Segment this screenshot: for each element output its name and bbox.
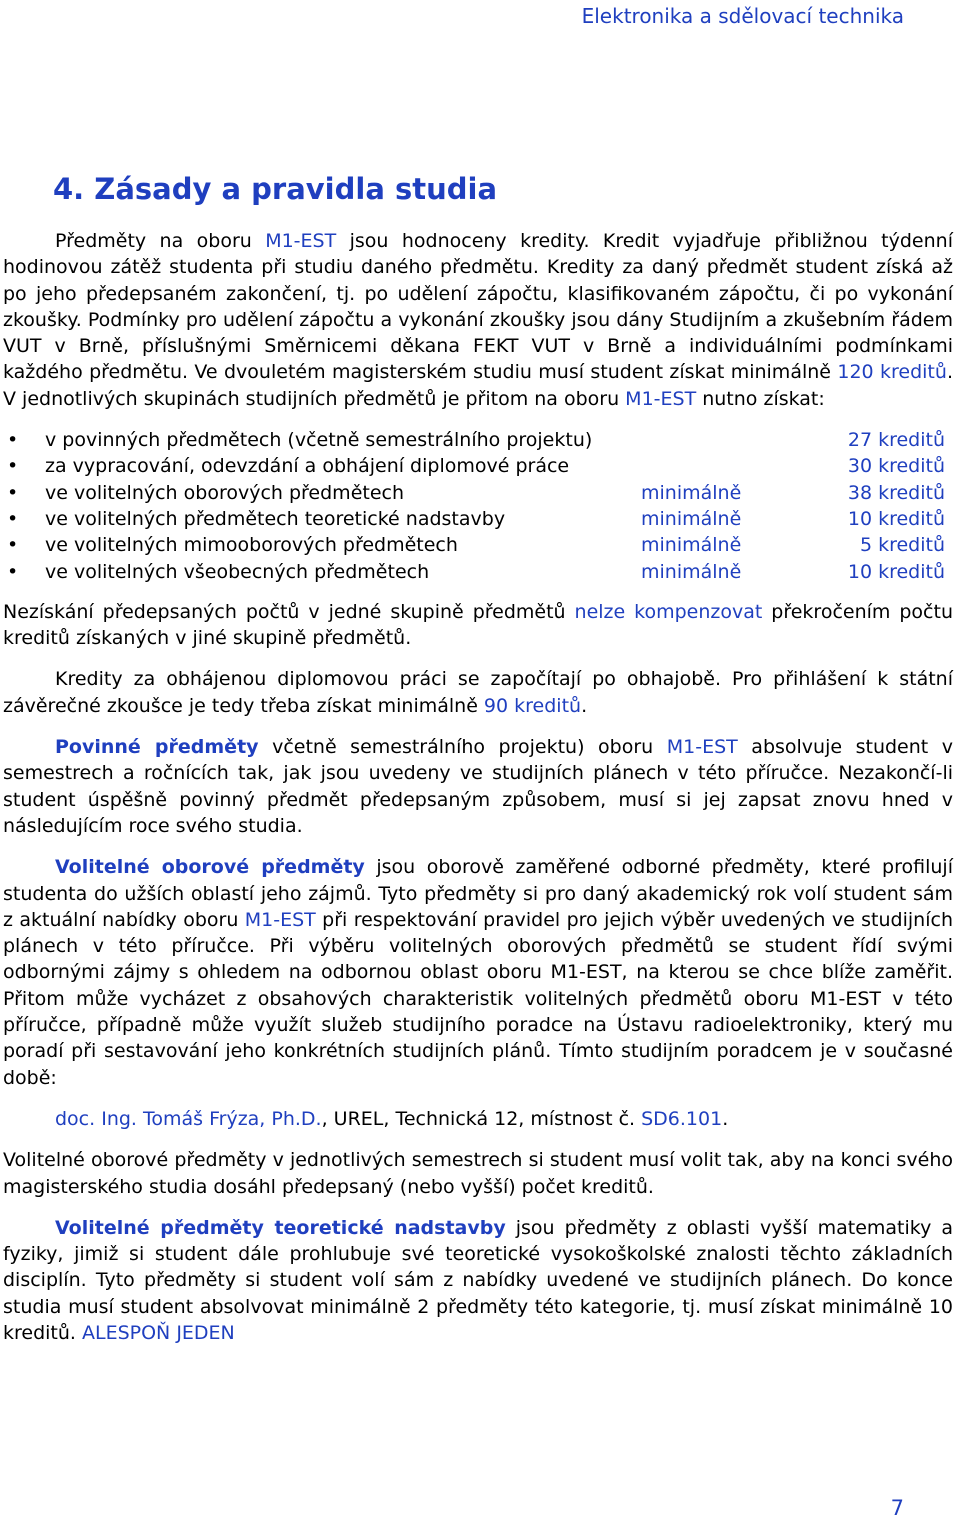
paragraph-compulsory-courses	[3, 734, 953, 839]
requirement-qualifier: minimálně	[641, 507, 742, 530]
requirement-label: • ve volitelných mimooborových předmětech	[45, 534, 458, 557]
list-item	[3, 480, 953, 506]
requirement-qualifier: minimálně	[641, 534, 742, 557]
text-run: , UREL, Technická 12, místnost č.	[321, 1107, 642, 1130]
room-number: SD6.101	[641, 1107, 723, 1130]
paragraph-theory-courses	[3, 1215, 953, 1346]
requirement-label: • ve volitelných předmětech teoretické nadstavby	[45, 507, 506, 530]
text-run: Kredity za obhájenou diplomovou práci se započítají po obhajobě. Pro přihlášení k státní závěrečné zkoušce je tedy třeba získat minimálně	[3, 668, 953, 717]
program-code: M1-EST	[625, 387, 697, 410]
requirement-label: • ve volitelných všeobecných předmětech	[45, 560, 430, 583]
requirement-value: 38 kreditů	[847, 481, 945, 504]
credit-requirements-list	[3, 427, 953, 585]
text-run: jsou hodnoceny kredity. Kredit vyjadřuje přibližnou týdenní hodinovou zátěž studenta při studiu daného předmětu. Kredity za daný předmět student získá až po jeho předepsaném zakončení, tj. po udělení zápočtu, klasifikovaném zápočtu, či po vykonání zkoušky. Podmínky pro udělení zápočtu a vykonání zkoušky jsou dány Studijním a zkušebním řádem VUT v Brně, příslušnými Směrnicemi děkana FEKT VUT v Brně a individuálními podmínkami každého předmětu. Ve dvouletém magisterském studiu musí student získat minimálně	[3, 230, 953, 384]
requirement-value: 10 kreditů	[847, 560, 945, 583]
text-run: . V jednotlivých skupinách studijních předmětů je přitom na oboru	[3, 361, 953, 410]
requirement-label: • v povinných předmětech (včetně semestrálního projektu)	[45, 429, 593, 452]
advisor-contact	[55, 1106, 953, 1132]
list-item	[3, 427, 953, 453]
list-item	[3, 453, 953, 479]
list-item	[3, 559, 953, 585]
paragraph-credits-intro	[3, 228, 953, 412]
requirement-qualifier: minimálně	[641, 481, 742, 504]
term-heading: Volitelné oborové předměty	[55, 856, 365, 879]
text-run: Předměty na oboru	[55, 230, 266, 252]
paragraph-no-compensation	[3, 599, 953, 652]
emphasis-text: nelze kompenzovat	[574, 600, 763, 623]
running-header: Elektronika a sdělovací technika	[581, 4, 904, 28]
page-number: 7	[890, 1496, 904, 1520]
paragraph-thesis-credits	[3, 666, 953, 719]
text-run: při respektování pravidel pro jejich výběr uvedených ve studijních plánech v této příručce. Při výběru volitelných oborových předmětů se student řídí svými odbornými zájmy s ohledem na odbornou oblast oboru M1-EST, na kterou se chce blíže zaměřit. Přitom může vycházet z obsahových charakteristik volitelných předmětů oboru M1-EST v této příručce, případně může využít služeb studijního poradce na Ústavu radioelektroniky, který mu poradí při sestavování jeho konkrétních studijních plánů. Tímto studijním poradcem je v současné době:	[3, 908, 953, 1089]
term-heading: Povinné předměty	[55, 736, 259, 759]
list-item	[3, 532, 953, 558]
text-run: .	[722, 1107, 729, 1130]
text-run: jsou oborově zaměřené odborné předměty, které profilují studenta do užších oblastí jeho zájmů. Tyto předměty si pro daný akademický rok volí student sám z aktuální nabídky oboru	[3, 856, 953, 931]
text-run: Nezískání předepsaných počtů v jedné skupině předmětů	[3, 600, 575, 623]
requirement-value: 10 kreditů	[847, 507, 945, 530]
exam-credits: 90 kreditů	[483, 694, 582, 717]
section-heading: 4. Zásady a pravidla studia	[53, 172, 498, 206]
requirement-qualifier: minimálně	[641, 560, 742, 583]
requirement-label: • ve volitelných oborových předmětech	[45, 481, 405, 504]
document-body	[3, 170, 953, 1361]
requirement-value: 5 kreditů	[859, 534, 945, 557]
emphasis-text: ALESPOŇ JEDEN	[82, 1321, 235, 1344]
program-code: M1-EST	[244, 908, 316, 931]
text-run: jsou předměty z oblasti vyšší matematiky a fyziky, jimiž si student dále prohlubuje své teoretické vysokoškolské znalosti těchto základních disciplín. Tyto předměty si student volí sám z nabídky uvedené ve studijních plánech. Do konce studia musí student absolvovat minimálně 2 předměty této kategorie, tj. musí získat minimálně 10 kreditů.	[3, 1216, 953, 1344]
text-run: včetně semestrálního projektu) oboru	[258, 736, 667, 759]
requirement-label: • za vypracování, odevzdání a obhájení diplomové práce	[45, 455, 570, 478]
text-run: nutno získat:	[696, 387, 825, 410]
total-credits: 120 kreditů	[837, 361, 947, 384]
text-run: překročením počtu kreditů získaných v jiné skupině předmětů.	[3, 600, 953, 650]
term-heading: Volitelné předměty teoretické nadstavby	[55, 1216, 506, 1239]
requirement-value: 30 kreditů	[847, 455, 945, 478]
requirement-value: 27 kreditů	[847, 429, 945, 452]
paragraph-elective-courses	[3, 854, 953, 1091]
program-code: M1-EST	[666, 736, 738, 759]
text-run: absolvuje student v semestrech a ročnících tak, jak jsou uvedeny ve studijních plánech v této příručce. Nezakončí-li student úspěšně povinný předmět předepsaným způsobem, musí si jej zapsat znovu hned v následujícím roce svého studia.	[3, 736, 954, 837]
paragraph-elective-selection: Volitelné oborové předměty v jednotlivých semestrech si student musí volit tak, aby na konci svého magisterského studia dosáhl předepsaný (nebo vyšší) počet kreditů.	[3, 1149, 953, 1198]
program-code: M1-EST	[265, 230, 337, 252]
advisor-name: doc. Ing. Tomáš Frýza, Ph.D.	[55, 1107, 322, 1130]
list-item	[3, 506, 953, 532]
text-run: .	[581, 694, 588, 717]
